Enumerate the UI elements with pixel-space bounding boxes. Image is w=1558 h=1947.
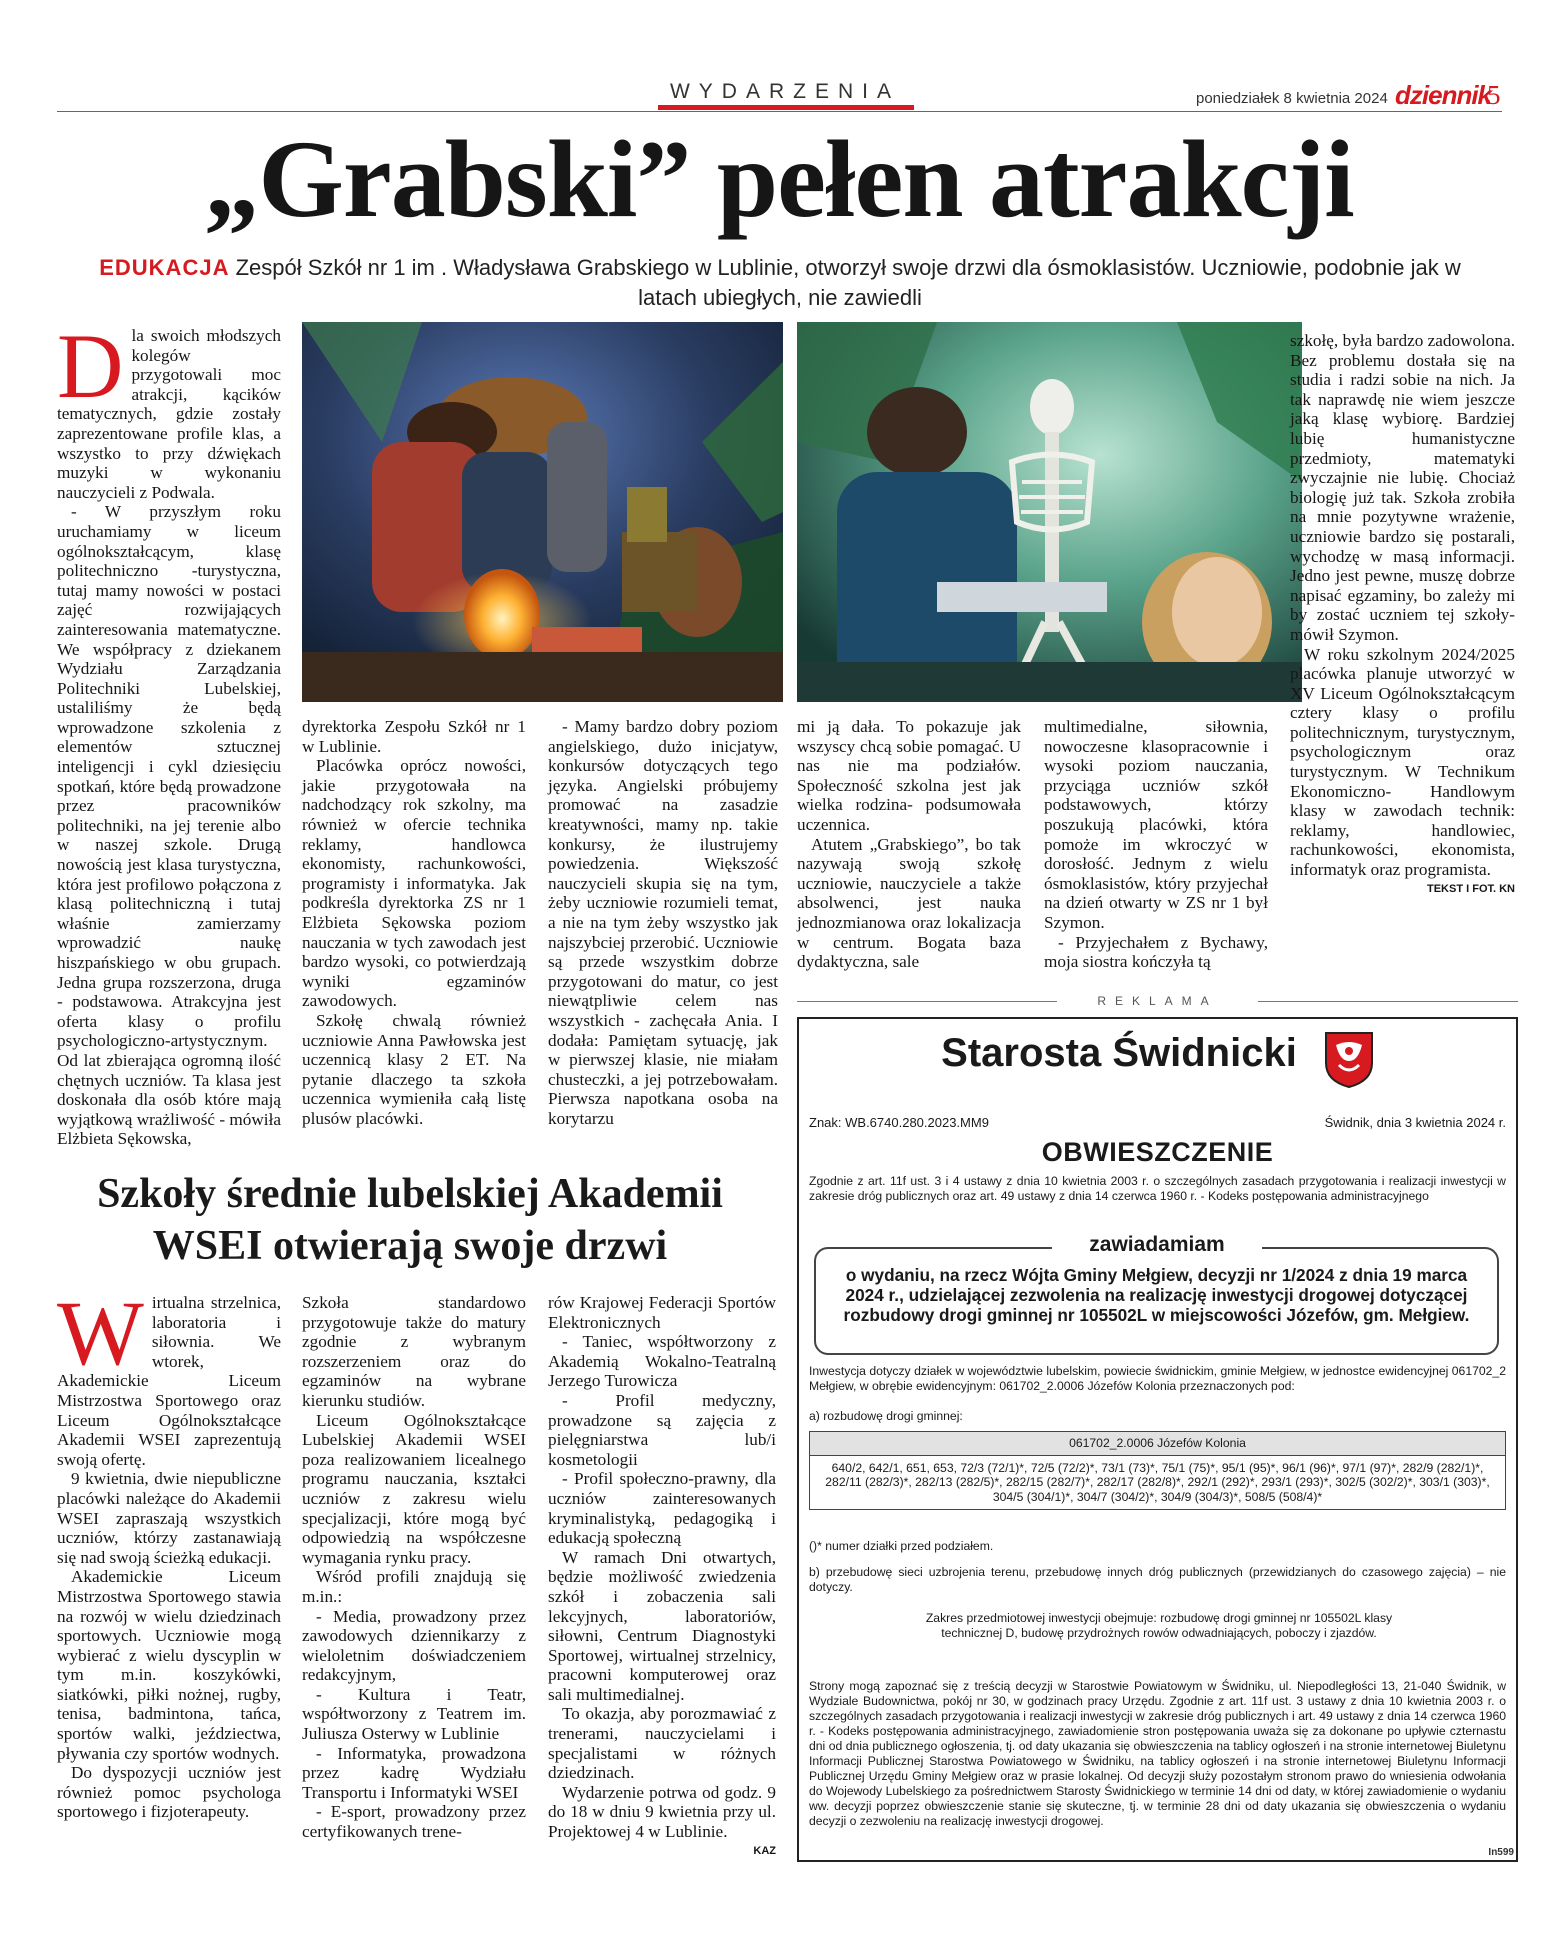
article2-column-2 xyxy=(302,1293,526,1842)
coat-of-arms-icon xyxy=(1324,1031,1374,1089)
table-footnote: ()* numer działki przed podziałem. xyxy=(809,1539,994,1553)
advert-label: REKLAMA xyxy=(797,994,1518,1008)
lead-text: Zespół Szkół nr 1 im . Władysława Grabskiego w Lublinie, otworzył swoje drzwi dla ósmoklasistów. Uczniowie, podobnie jak w latach ubiegłych, nie zawiedli xyxy=(235,255,1461,310)
paragraph: multimedialne, siłownia, nowoczesne klasopracownie i wysoki poziom nauczania, przyciąga uczniów szkół podstawowych, którzy poszukują placówki, która pomoże im wkroczyć w dorosłość. Jednym z wielu ósmoklasistów, który przyjechał na dzień otwarty w ZS nr 1 był Szymon. xyxy=(1044,717,1268,932)
article-lead xyxy=(80,253,1480,313)
masthead-rule xyxy=(57,111,1502,112)
investment-description: Inwestycja dotyczy działek w województwie lubelskim, powiecie świdnickim, gminie Mełgiew, w jednostce ewidencyjnej 061702_2 Mełgiew, w obrębie ewidencyjnym: 061702_2.0006 Józefów Kolonia przeznaczonych pod: xyxy=(809,1364,1506,1393)
article2-column-1 xyxy=(57,1282,281,1822)
paragraph: Atutem „Grabskiego”, bo tak nazywają swoją szkołę uczniowie, nauczyciele a także absolwenci, jest nauka jednozmianowa oraz lokalizacja w centrum. Bogata baza dydaktyczna, sale xyxy=(797,834,1021,972)
notice-title: OBWIESZCZENIE xyxy=(1041,1137,1274,1167)
paragraph: Szkołę chwalą również uczniowie Anna Pawłowska jest uczennicą klasy 2 ET. Na pytanie dlaczego ta szkoła uczennica wymieniła całą listę plusów placówki. xyxy=(302,1010,526,1128)
paragraph: Do dyspozycji uczniów jest również pomoc psychologa sportowego i fizjoterapeuty. xyxy=(57,1763,281,1822)
item-a: a) rozbudowę drogi gminnej: xyxy=(809,1409,963,1423)
paragraph: W ramach Dni otwartych, będzie możliwość zwiedzenia szkół i zobaczenia sali lekcyjnych, laboratoriów, siłowni, Centrum Diagnostyki Sportowej, wirtualnej strzelnicy, pracowni komputerowej oraz sali multimedialnej. xyxy=(548,1547,776,1704)
paragraph: - E-sport, prowadzony przez certyfikowanych trene- xyxy=(302,1802,526,1842)
second-headline-line-2: WSEI otwierają swoje drzwi xyxy=(152,1223,668,1269)
paragraph: - Profil medyczny, prowadzone są zajęcia z pielęgniarstwa lub/i kosmetologii xyxy=(548,1390,776,1469)
paragraph: rów Krajowej Federacji Sportów Elektronicznych xyxy=(548,1293,776,1332)
paragraph: To okazja, aby porozmawiać z trenerami, nauczycielami i specjalistami w różnych dziedzinach. xyxy=(548,1704,776,1783)
author-signature: KAZ xyxy=(753,1844,776,1857)
second-headline-line-1: Szkoły średnie lubelskiej Akademii xyxy=(97,1171,723,1217)
paragraph: Liceum Ogólnokształcące Lubelskiej Akademii WSEI poza realizowaniem licealnego programu nauczania, kształci uczniów z zakresu wielu specjalizacji, które mogą być odpowiedzią na współczesne wymagania rynku pracy. xyxy=(302,1410,526,1567)
paragraph: mi ją dała. To pokazuje jak wszyscy chcą sobie pomagać. U nas nie ma podziałów. Społeczność szkolna jest jak wielka rodzina- podsumowała uczennica. xyxy=(797,717,1021,834)
investment-scope: Zakres przedmiotowej inwestycji obejmuje: rozbudowę drogi gminnej nr 105502L klasy technicznej D, budowę przydrożnych rowów odwadniających, poboczy i zjazdów. xyxy=(925,1611,1393,1640)
notice-issuer: Starosta Świdnicki xyxy=(941,1031,1297,1075)
decision-text: o wydaniu, na rzecz Wójta Gminy Mełgiew, decyzji nr 1/2024 z dnia 19 marca 2024 r., udzielającej zezwolenia na realizację inwestycji drogowej dotyczącej rozbudowy drogi gminnej nr 105502L w miejscowości Józefów, gm. Mełgiew. xyxy=(843,1265,1470,1325)
article1-column-1 xyxy=(57,315,281,1149)
table-cell: 640/2, 642/1, 651, 653, 72/3 (72/1)*, 72/5 (72/2)*, 73/1 (73)*, 75/1 (75)*, 95/1 (95)*, 96/1 (96)*, 97/1 (97)*, 282/9 (282/1)*, 282/11 (282/3)*, 282/13 (282/5)*, 282/15 (282/7)*, 282/17 (282/8)*, 292/1 (292)*, 293/1 (293)*, 302/5 (302/2)*, 303/1 (303)*, 304/5 (304/1)*, 304/7 (304/2)*, 304/9 (304/3)*, 508/5 (508/4)* xyxy=(825,1460,1490,1504)
parcels-table xyxy=(809,1431,1506,1510)
paragraph: la swoich młodszych kolegów przygotowali moc atrakcji, kącików tematycznych, gdzie zostały zaprezentowane profile klas, a wszystko to przy dźwiękach muzyki w wykonaniu nauczycieli z Podwala. xyxy=(57,326,281,502)
article1-column-6 xyxy=(1290,331,1515,899)
paragraph: dyrektorka Zespołu Szkół nr 1 w Lublinie. xyxy=(302,717,526,756)
paragraph: - Informatyka, prowadzona przez kadrę Wydziału Transportu i Informatyki WSEI xyxy=(302,1743,526,1802)
main-headline: „Grabski” pełen atrakcji xyxy=(204,118,1354,240)
notice-legal-basis: Zgodnie z art. 11f ust. 3 i 4 ustawy z dnia 10 kwietnia 2003 r. o szczególnych zasadach przygotowania i realizacji inwestycji w zakresie dróg publicznych oraz art. 49 ustawy z dnia 14 czerwca 1960 r. - Kodeks postępowania administracyjnego xyxy=(809,1174,1506,1203)
paragraph: Wśród profili znajdują się m.in.: xyxy=(302,1567,526,1606)
paragraph: Placówka oprócz nowości, jakie przygotowała na nadchodzący rok szkolny, ma również w ofercie technika reklamy, handlowca ekonomisty, rachunkowości, programisty i informatyka. Jak podkreśla dyrektorka ZS nr 1 Elżbieta Sękowska poziom nauczania w tych zawodach jest bardzo wysoki, co potwierdzają wyniki egzaminów zawodowych. xyxy=(302,756,526,1011)
article2-column-3 xyxy=(548,1293,776,1861)
official-notice xyxy=(797,1017,1518,1862)
section-underline xyxy=(658,105,914,110)
table-header: 061702_2.0006 Józefów Kolonia xyxy=(810,1432,1505,1456)
dropcap-w: W xyxy=(57,1282,144,1384)
photo-credit: TEKST I FOT. KN xyxy=(1427,882,1515,895)
photo-students-lamp xyxy=(302,322,783,702)
section-label: WYDARZENIA xyxy=(669,80,900,103)
paragraph: irtualna strzelnica, laboratoria i siłownia. We wtorek, Akademickie Liceum Mistrzostwa Sportowego oraz Liceum Ogólnokształcące Akademii WSEI zaprezentują swoją ofertę. xyxy=(57,1293,281,1469)
paragraph: Akademickie Liceum Mistrzostwa Sportowego stawia na rozwój w wielu dziedzinach sportowych. Uczniowie mogą wybierać z wielu dyscyplin w tym m.in. koszykówki, siatkówki, piłki nożnej, rugby, tenisa, badmintona, tańca, sportów walki, jeździectwa, pływania czy sportów wodnych. xyxy=(57,1567,281,1763)
advert-code: In599 xyxy=(1488,1847,1514,1858)
page-number: 5 xyxy=(1487,80,1501,110)
paragraph: Wydarzenie potrwa od godz. 9 do 18 w dniu 9 kwietnia przy ul. Projektowej 4 w Lublinie. xyxy=(548,1782,776,1842)
item-b: b) przebudowę sieci uzbrojenia terenu, przebudowę innych dróg publicznych (przewidzianych do czasowego zajęcia) – nie dotyczy. xyxy=(809,1565,1506,1594)
photo-skeleton-lab xyxy=(797,322,1302,702)
dropcap-d: D xyxy=(57,315,124,417)
notice-announcement: zawiadamiam xyxy=(1052,1233,1262,1257)
paragraph: - Profil społeczno-prawny, dla uczniów zainteresowanych kryminalistyką, pedagogiką i edukacją społeczną xyxy=(548,1469,776,1548)
issue-date: poniedziałek 8 kwietnia 2024 xyxy=(1196,90,1388,107)
case-reference: Znak: WB.6740.280.2023.MM9 xyxy=(809,1115,989,1130)
paragraph: W roku szkolnym 2024/2025 placówka planuje utworzyć w XV Liceum Ogólnokształcącym cztery klasy o profilu politechnicznym, turystycznym, psychologicznym oraz turystycznym. W Technikum Ekonomiczno- Handlowym klasy w zawodach technik: reklamy, handlowiec, rachunkowości, ekonomista, informatyk oraz programista. xyxy=(1290,644,1515,880)
newspaper-logo: dziennik xyxy=(1395,80,1492,110)
paragraph: - Mamy bardzo dobry poziom angielskiego, dużo inicjatyw, konkursów dotyczących tego języka. Angielski próbujemy promować na zasadzie kreatywności, mamy np. takie konkursy, że ilustrujemy powiedzenia. Większość nauczycieli skupia się na tym, żeby uczniowie rozumieli temat, a nie na tym żeby wszystko jak najszybciej przerobić. Uczniowie są przede wszystkim dobrze przygotowani do matur, co jest niewątpliwie celem nas wszystkich - zachęcała Ania. I dodała: Pamiętam sytuację, jak w pierwszej klasie, nie miałam chusteczki, a jej potrzebowałam. Pierwsza napotkana osoba na korytarzu xyxy=(548,717,778,1128)
lead-kicker: EDUKACJA xyxy=(99,255,230,280)
paragraph: szkołę, była bardzo zadowolona. Bez problemu dostała się na studia i radzi sobie na nich. Ja tak naprawdę nie wiem jeszcze jaką klasę wybiorę. Bardziej lubię humanistyczne przedmioty, matematyki zwyczajnie nie lubię. Chociaż biologię już tak. Szkoła zrobiła na mnie pozytywne wrażenie, uczniowie bardzo się postarali, wychodzę w masą informacji. Jedno jest pewne, muszę dobrze napisać egzaminy, bo zależy mi by zostać uczniem tej szkoły- mówił Szymon. xyxy=(1290,331,1515,644)
article1-column-3 xyxy=(548,717,778,1128)
article1-column-2 xyxy=(302,717,526,1128)
paragraph: - W przyszłym roku uruchamiamy w liceum ogólnokształcącym, klasę politechniczno -turystyczna, tutaj mamy nowości w postaci zajęć rozwijających zainteresowania matematyczne. We współpracy z dziekanem Wydziału Zarządzania Politechniki Lubelskiej, ustaliliśmy że będą wprowadzone szkolenia z elementów sztucznej inteligencji i cykl dziesięciu spotkań, które będą prowadzone przez pracowników politechniki, na jej terenie albo w naszej szkole. Drugą nowością jest klasa turystyczna, która jest profilowo połączona z klasą politechniczną i tutaj właśnie zamierzamy wprowadzić naukę hiszpańskiego w obu grupach. Jedna grupa rozszerzona, druga - podstawowa. Atrakcyjna jest oferta klasy o profilu psychologiczno-artystycznym. Od lat zbierająca ogromną ilość chętnych uczniów. Ta klasa jest doskonała dla osób które mają wyjątkową wrażliwość - mówiła Elżbieta Sękowska, xyxy=(57,502,281,1149)
second-headline xyxy=(40,1168,780,1272)
paragraph: - Media, prowadzony przez zawodowych dziennikarzy z wieloletnim doświadczeniem redakcyjnym, xyxy=(302,1606,526,1685)
paragraph: - Kultura i Teatr, współtworzony z Teatrem im. Juliusza Osterwy w Lublinie xyxy=(302,1684,526,1744)
article1-column-5 xyxy=(1044,717,1268,972)
notice-closing: Strony mogą zapoznać się z treścią decyzji w Starostwie Powiatowym w Świdniku, ul. Niepodległości 13, 21-040 Świdnik, w Wydziale Budownictwa, pokój nr 30, w godzinach pracy Urzędu. Zgodnie z art. 11f ust. 3 ustawy z dnia 10 kwietnia 2003 r. o szczególnych zasadach przygotowania i realizacji inwestycji w zakresie dróg publicznych i art. 49 ustawy z dnia 14 czerwca 1960 r. - Kodeks postępowania administracyjnego, zawiadomienie stron postępowania uważa się za dokonane po upływie czternastu dni od dnia publicznego ogłoszenia, tj. od daty ukazania się obwieszczenia na tablicy ogłoszeń i na stronie internetowej Biuletynu Informacji Publicznej Starostwa Powiatowego w Świdniku, na tablicy ogłoszeń i na stronie internetowej Biuletynu Informacji Publicznej Urzędu Gminy Mełgiew oraz w prasie lokalnej. Od decyzji służy pozostałym stronom prawo do wniesienia odwołania do Wojewody Lubelskiego za pośrednictwem Starosty Świdnickiego w terminie 14 dni od daty, w której zawiadomienie o wydaniu ww. decyzji poprzez obwieszczenie stanie się skuteczne, tj. w terminie 28 dni od daty ukazania się obwieszczenia o wydaniu decyzji o zezwoleniu na realizację inwestycji drogowej. xyxy=(809,1679,1506,1828)
article1-column-4 xyxy=(797,717,1021,972)
paragraph: - Taniec, współtworzony z Akademią Wokalno-Teatralną Jerzego Turowicza xyxy=(548,1332,776,1391)
paragraph: 9 kwietnia, dwie niepubliczne placówki należące do Akademii WSEI zapraszają wszystkich uczniów, którzy zastanawiają się nad swoją ścieżką edukacji. xyxy=(57,1469,281,1567)
paragraph: Szkoła standardowo przygotowuje także do matury zgodnie z wybranym rozszerzeniem oraz do egzaminów na wybrane kierunku studiów. xyxy=(302,1293,526,1410)
paragraph: - Przyjechałem z Bychawy, moja siostra kończyła tą xyxy=(1044,932,1268,972)
place-date: Świdnik, dnia 3 kwietnia 2024 r. xyxy=(1324,1115,1506,1130)
